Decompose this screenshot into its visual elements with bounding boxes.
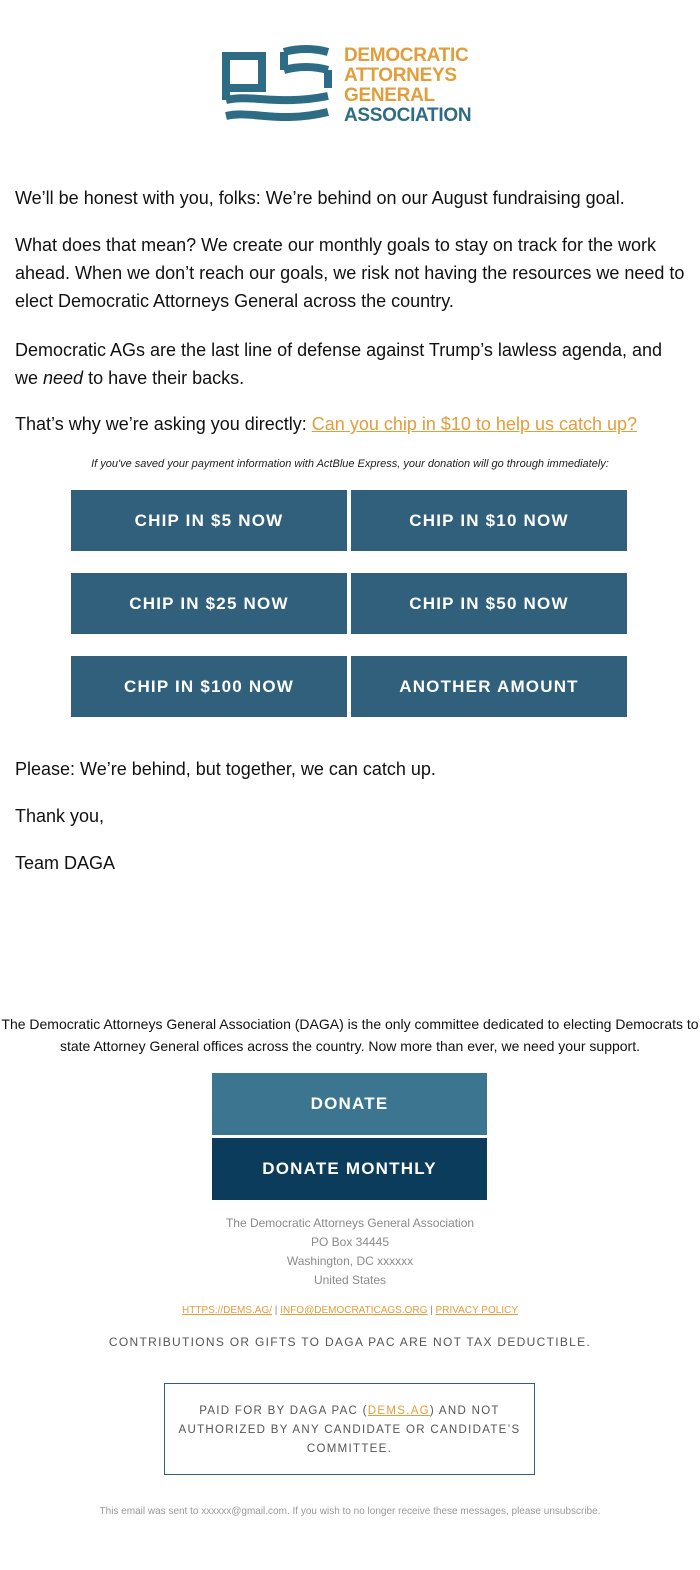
logo-line-1: DEMOCRATIC	[344, 45, 469, 66]
paragraph-ask	[15, 410, 690, 438]
actblue-note: If you've saved your payment information with ActBlue Express, your donation will go through immediately:	[91, 458, 609, 470]
paragraph-defense-after: to have their backs.	[83, 368, 245, 388]
chip-in-link[interactable]: Can you chip in $10 to help us catch up?	[311, 414, 638, 434]
paragraph-explanation: What does that mean? We create our monthly goals to stay on track for the work ahead. When we don’t reach our goals, we risk not having the resources we need to elect Democratic Attorneys General across the country.	[15, 235, 685, 311]
privacy-policy-link[interactable]: PRIVACY POLICY	[435, 1305, 518, 1316]
site-link[interactable]: HTTPS://DEMS.AG/	[182, 1305, 273, 1316]
dems-ag-link[interactable]: DEMS.AG	[367, 1405, 430, 1417]
tax-disclaimer: CONTRIBUTIONS OR GIFTS TO DAGA PAC ARE NOT TAX DEDUCTIBLE.	[108, 1335, 592, 1349]
donate-monthly-button[interactable]: DONATE MONTHLY	[212, 1138, 487, 1200]
paragraph-intro: We’ll be honest with you, folks: We’re behind on our August fundraising goal.	[15, 188, 625, 208]
paragraph-ask-before: That’s why we’re asking you directly:	[15, 414, 312, 434]
link-separator: |	[427, 1305, 436, 1316]
logo-line-3: GENERAL	[344, 85, 435, 106]
chip-in-25-button[interactable]: CHIP IN $25 NOW	[71, 573, 347, 634]
chip-in-5-button[interactable]: CHIP IN $5 NOW	[71, 490, 347, 551]
logo-line-2: ATTORNEYS	[344, 65, 457, 86]
address-country: United States	[313, 1273, 387, 1287]
signature: Team DAGA	[15, 853, 116, 873]
chip-in-50-button[interactable]: CHIP IN $50 NOW	[351, 573, 627, 634]
chip-in-10-button[interactable]: CHIP IN $10 NOW	[351, 490, 627, 551]
flag-logo-icon	[222, 44, 332, 130]
footer-links	[0, 1305, 700, 1316]
paid-for-box	[164, 1383, 535, 1475]
link-separator: |	[272, 1305, 281, 1316]
donate-button[interactable]: DONATE	[212, 1073, 487, 1135]
paragraph-please: Please: We’re behind, but together, we can catch up.	[15, 759, 436, 779]
logo-wordmark	[344, 46, 471, 126]
paid-for-before: PAID FOR BY DAGA PAC (	[199, 1405, 368, 1417]
paid-for-after: ) AND NOT AUTHORIZED BY ANY CANDIDATE OR CANDIDATE’S COMMITTEE.	[178, 1405, 521, 1455]
paragraph-thanks: Thank you,	[15, 806, 105, 826]
address-city: Washington, DC xxxxxx	[286, 1254, 414, 1268]
footer-description: The Democratic Attorneys General Association (DAGA) is the only committee dedicated to electing Democrats to state Attorney General offices across the country. Now more than ever, we need your support.	[1, 1016, 699, 1054]
email-link[interactable]: INFO@DEMOCRATICAGS.ORG	[280, 1305, 428, 1316]
daga-logo	[222, 44, 482, 130]
address-box: PO Box 34445	[310, 1235, 390, 1249]
emphasis-need: need	[43, 368, 84, 388]
paragraph-defense-before: Democratic AGs are the last line of defense against Trump’s lawless agenda, and we	[15, 340, 663, 388]
paragraph-defense	[15, 336, 690, 392]
mailing-address	[0, 1214, 700, 1290]
logo-line-4: ASSOCIATION	[344, 105, 472, 126]
address-org: The Democratic Attorneys General Association	[225, 1216, 475, 1230]
chip-in-100-button[interactable]: CHIP IN $100 NOW	[71, 656, 347, 717]
unsubscribe-notice: This email was sent to xxxxxx@gmail.com. If you wish to no longer receive these messages, please unsubscribe.	[99, 1506, 601, 1517]
another-amount-button[interactable]: ANOTHER AMOUNT	[351, 656, 627, 717]
